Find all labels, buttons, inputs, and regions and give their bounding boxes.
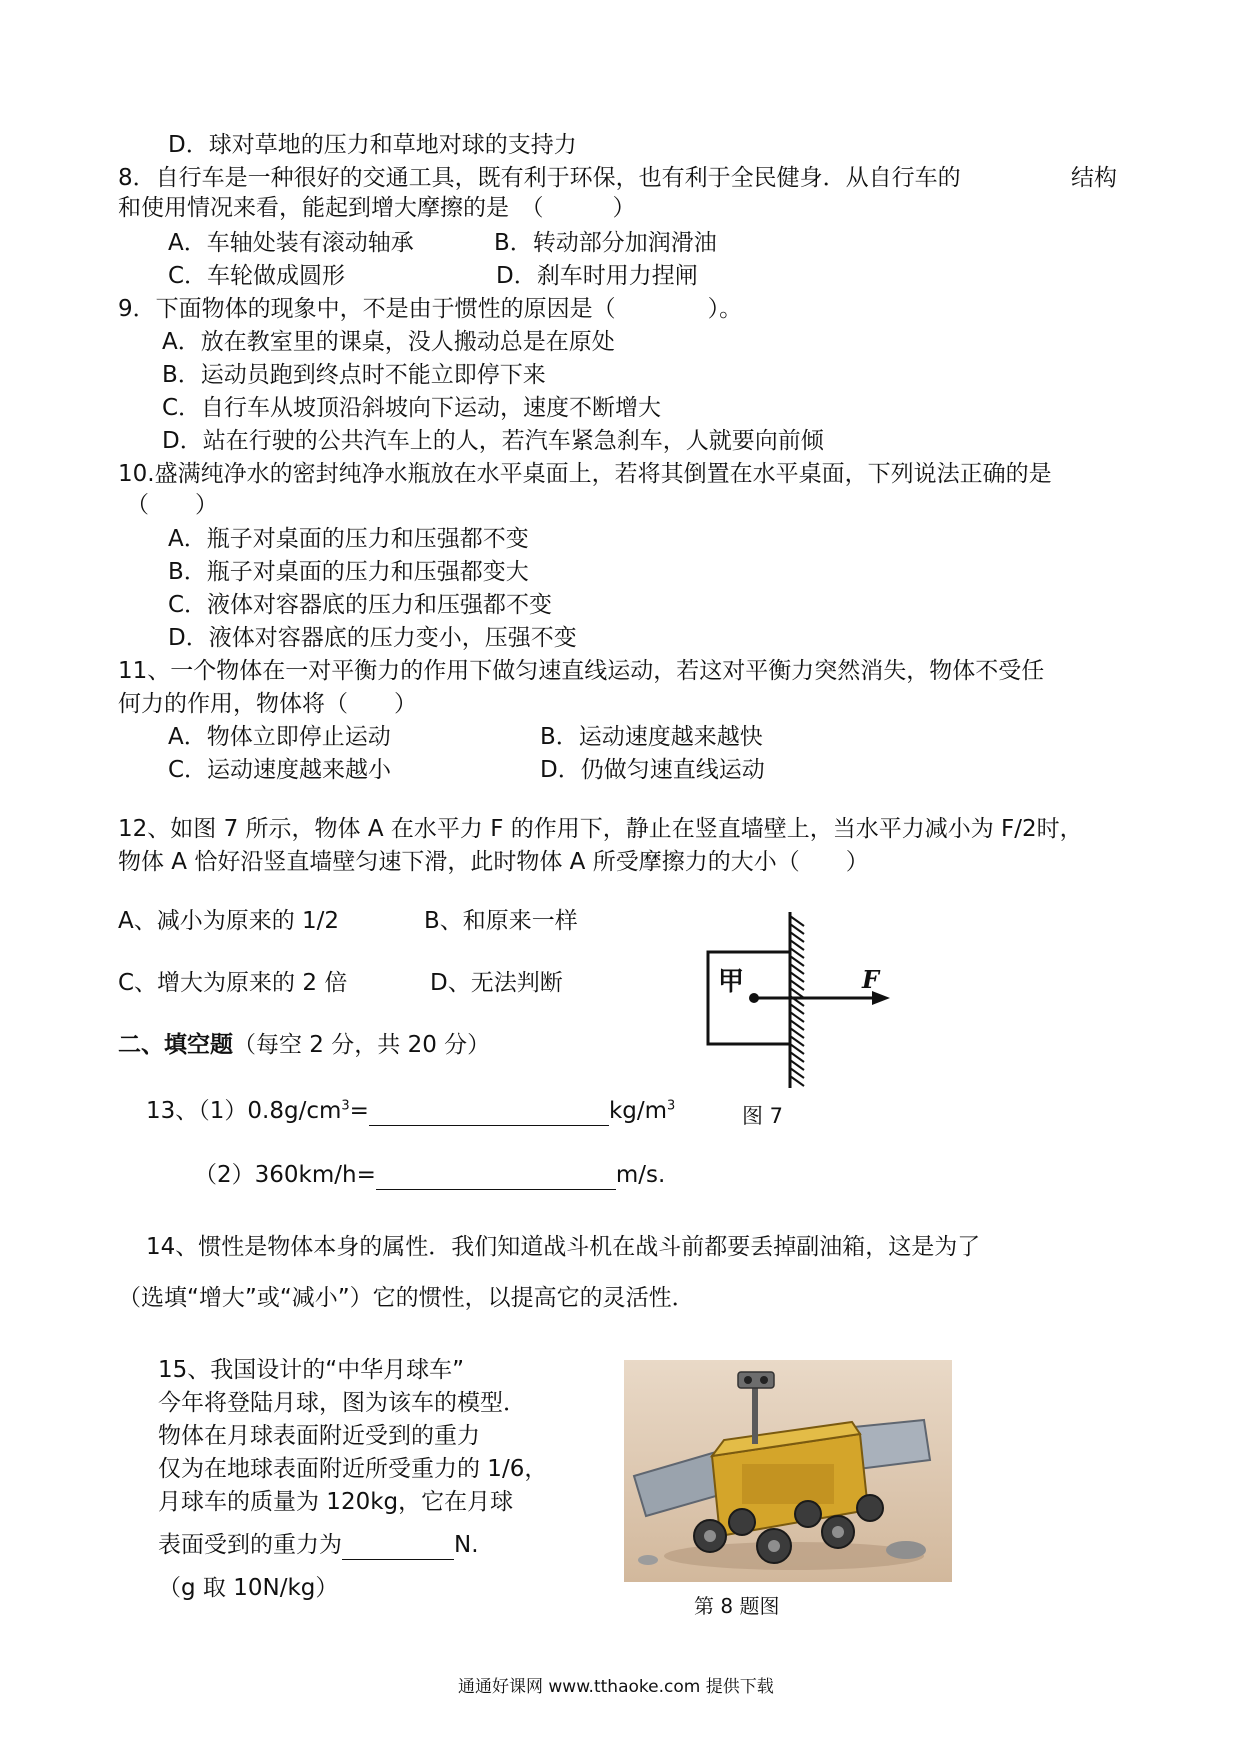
page-footer: 通通好课网 www.tthaoke.com 提供下载 [458,1677,774,1697]
q15-line4: 仅为在地球表面附近所受重力的 1/6， [158,1456,548,1482]
q9-stem: 9．下面物体的现象中，不是由于惯性的原因是（ ）。 [118,296,743,322]
q8-stem-line1-end: 结构 [1071,165,1117,191]
q13-part1 [146,1096,675,1126]
q13-p1-sup: 3 [341,1098,350,1114]
q8-stem-line2: 和使用情况来看，能起到增大摩擦的是 （ ） [118,195,636,221]
q15-line6 [158,1530,479,1560]
q11-option-a: A．物体立即停止运动 [168,724,391,750]
q8-stem-line1: 8．自行车是一种很好的交通工具，既有利于环保，也有利于全民健身．从自行车的 [118,165,961,191]
q8-option-b: B．转动部分加润滑油 [494,230,717,256]
q12-stem-line2: 物体 A 恰好沿竖直墙壁匀速下滑，此时物体 A 所受摩擦力的大小（ ） [118,849,869,875]
q11-stem-line2: 何力的作用，物体将（ ） [118,691,417,717]
figure7-diagram [700,912,900,1088]
q14-line1: 14、惯性是物体本身的属性．我们知道战斗机在战斗前都要丢掉副油箱，这是为了 [146,1234,981,1260]
q15-line3: 物体在月球表面附近受到的重力 [158,1423,480,1449]
q10-option-b: B．瓶子对桌面的压力和压强都变大 [168,559,529,585]
q9-option-c: C．自行车从坡顶沿斜坡向下运动，速度不断增大 [162,395,662,421]
block-jia-label: 甲 [718,967,745,997]
q8-option-c: C．车轮做成圆形 [168,263,346,289]
q12-option-b: B、和原来一样 [424,908,578,934]
q13-p1-unit-sup: 3 [667,1098,676,1114]
q9-option-b: B．运动员跑到终点时不能立即停下来 [162,362,546,388]
q13-blank2[interactable] [376,1165,616,1190]
q13-p1-equals: = [349,1098,369,1124]
figure8-lunar-rover-image [624,1360,952,1582]
figure7-caption: 图 7 [742,1104,784,1128]
q8-option-a: A．车轴处装有滚动轴承 [168,230,414,256]
q14-line2: （选填“增大”或“减小”）它的惯性，以提高它的灵活性． [118,1285,695,1311]
q10-option-c: C．液体对容器底的压力和压强都不变 [168,592,553,618]
q13-p1-prefix: 13、（1）0.8g/cm [146,1098,342,1124]
q7-option-d: D．球对草地的压力和草地对球的支持力 [168,132,577,158]
q13-p2-prefix: （2）360km/h= [194,1162,376,1188]
q15-line1: 15、我国设计的“中华月球车” [158,1357,465,1383]
q11-option-c: C．运动速度越来越小 [168,757,392,783]
q12-option-a: A、减小为原来的 1/2 [118,908,340,934]
q12-option-c: C、增大为原来的 2 倍 [118,970,348,996]
q10-stem-line1: 10.盛满纯净水的密封纯净水瓶放在水平桌面上，若将其倒置在水平桌面，下列说法正确的是 [118,461,1052,487]
q15-line5: 月球车的质量为 120kg，它在月球 [158,1489,514,1515]
q13-blank1[interactable] [369,1101,609,1126]
figure8-caption: 第 8 题图 [694,1594,780,1618]
section2-note: （每空 2 分，共 20 分） [233,1032,491,1058]
q13-p2-unit: m/s. [615,1162,666,1188]
q11-stem-line1: 11、一个物体在一对平衡力的作用下做匀速直线运动，若这对平衡力突然消失，物体不受任 [118,658,1045,684]
section2-title: 二、填空题 [118,1032,233,1058]
force-label: F [862,965,880,994]
q13-part2 [194,1160,665,1190]
section2-header [118,1030,490,1060]
q9-option-d: D．站在行驶的公共汽车上的人，若汽车紧急刹车，人就要向前倾 [162,428,824,454]
q9-option-a: A．放在教室里的课桌，没人搬动总是在原处 [162,329,615,355]
q15-line6-prefix: 表面受到的重力为 [158,1532,342,1558]
q10-stem-line2: （ ） [126,492,218,518]
q8-option-d: D．刹车时用力捏闸 [496,263,698,289]
q11-option-d: D．仍做匀速直线运动 [540,757,765,783]
q12-option-d: D、无法判断 [430,970,563,996]
q10-option-d: D．液体对容器底的压力变小，压强不变 [168,625,577,651]
q15-line2: 今年将登陆月球，图为该车的模型． [158,1390,526,1416]
q10-option-a: A．瓶子对桌面的压力和压强都不变 [168,526,529,552]
q15-blank[interactable] [342,1535,454,1560]
q15-line7: （g 取 10N/kg） [158,1575,339,1601]
q11-option-b: B．运动速度越来越快 [540,724,763,750]
q15-line6-unit: N. [454,1532,479,1558]
q12-stem-line1: 12、如图 7 所示，物体 A 在水平力 F 的作用下，静止在竖直墙壁上，当水平力减小为 F/2时， [118,816,1083,842]
wall-hatching [790,916,804,1086]
q13-p1-unit: kg/m [608,1098,668,1124]
